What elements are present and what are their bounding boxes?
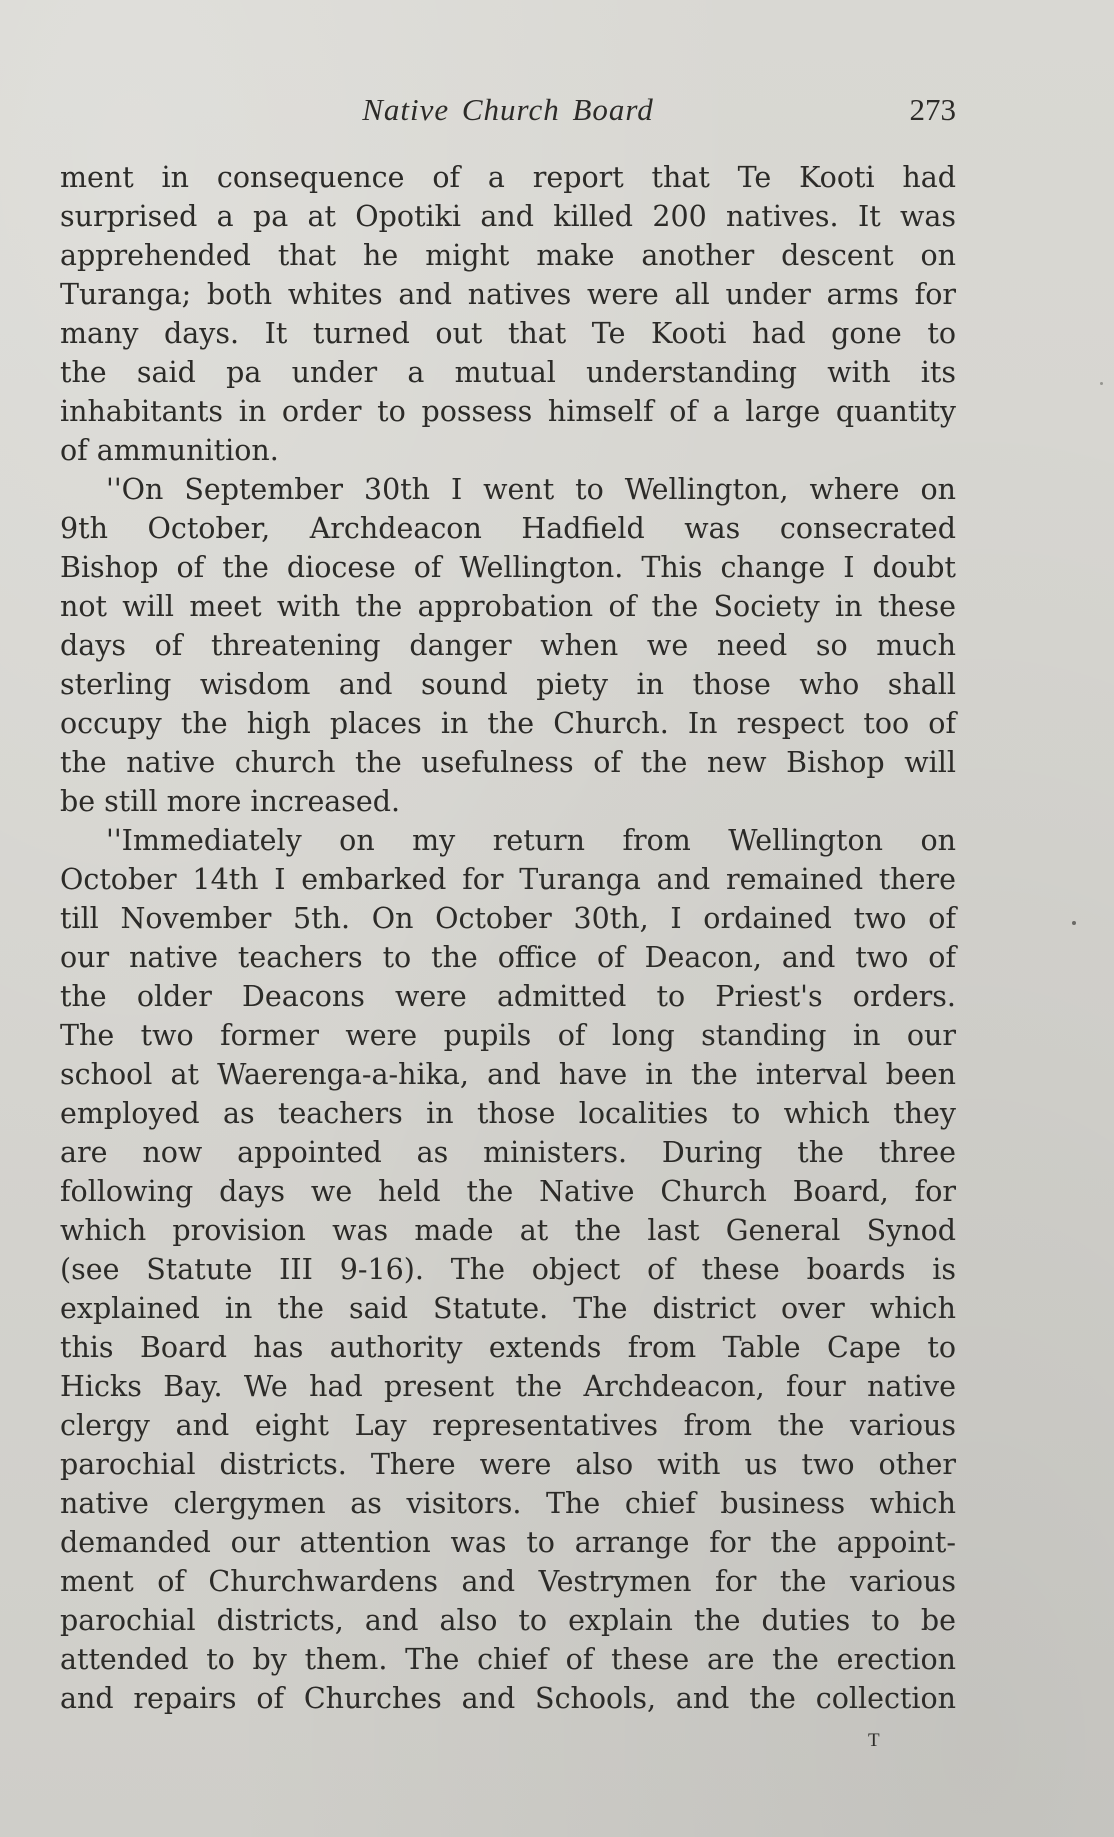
paragraph-start-line: ''On September 30th I went to Wellington, where on xyxy=(106,473,956,506)
body-text xyxy=(60,158,956,1718)
text-line: days of threatening danger when we need so much xyxy=(60,629,956,662)
text-line: following days we held the Native Church Board, for xyxy=(60,1175,956,1208)
text-line: the said pa under a mutual understanding with its xyxy=(60,356,956,389)
text-line: parochial districts. There were also with us two other xyxy=(60,1448,956,1481)
text-line: (see Statute III 9-16). The object of these boards is xyxy=(60,1253,956,1286)
paper-speck xyxy=(1072,921,1076,925)
text-line: apprehended that he might make another descent on xyxy=(60,239,956,272)
text-line: sterling wisdom and sound piety in those who shall xyxy=(60,668,956,701)
text-line: this Board has authority extends from Table Cape to xyxy=(60,1331,956,1364)
paragraph-end-line: of ammunition. xyxy=(60,434,279,467)
text-line: Hicks Bay. We had present the Archdeacon, four native xyxy=(60,1370,956,1403)
paper-speck xyxy=(1100,382,1103,385)
text-line: The two former were pupils of long standing in our xyxy=(60,1019,956,1052)
text-line: parochial districts, and also to explain the duties to be xyxy=(60,1604,956,1637)
paragraph-start-line: ''Immediately on my return from Wellington on xyxy=(106,824,956,857)
page-number: 273 xyxy=(909,92,956,127)
text-line: 9th October, Archdeacon Hadfield was consecrated xyxy=(60,512,956,545)
running-title: Native Church Board xyxy=(362,92,654,127)
text-line: employed as teachers in those localities to which they xyxy=(60,1097,956,1130)
text-line: October 14th I embarked for Turanga and remained there xyxy=(60,863,956,896)
text-line: inhabitants in order to possess himself of a large quantity xyxy=(60,395,956,428)
text-line: many days. It turned out that Te Kooti had gone to xyxy=(60,317,956,350)
text-line: attended to by them. The chief of these are the erection xyxy=(60,1643,956,1676)
paragraph-end-line: be still more increased. xyxy=(60,785,401,818)
text-line: till November 5th. On October 30th, I ordained two of xyxy=(60,902,956,935)
text-line: demanded our attention was to arrange for the appoint- xyxy=(60,1526,956,1559)
text-line: the native church the usefulness of the new Bishop will xyxy=(60,746,956,779)
text-line: explained in the said Statute. The district over which xyxy=(60,1292,956,1325)
text-line: ment of Churchwardens and Vestrymen for the various xyxy=(60,1565,956,1598)
running-head xyxy=(60,92,956,136)
signature-mark: T xyxy=(868,1730,881,1751)
text-line: clergy and eight Lay representatives from the various xyxy=(60,1409,956,1442)
text-line: the older Deacons were admitted to Priest's orders. xyxy=(60,980,956,1013)
text-line: ment in consequence of a report that Te Kooti had xyxy=(60,161,956,194)
text-line: native clergymen as visitors. The chief business which xyxy=(60,1487,956,1520)
text-line: surprised a pa at Opotiki and killed 200 natives. It was xyxy=(60,200,956,233)
text-line: Turanga; both whites and natives were all under arms for xyxy=(60,278,956,311)
text-line: and repairs of Churches and Schools, and the collection xyxy=(60,1682,956,1715)
text-line: school at Waerenga-a-hika, and have in the interval been xyxy=(60,1058,956,1091)
text-line: are now appointed as ministers. During the three xyxy=(60,1136,956,1169)
text-line: not will meet with the approbation of the Society in these xyxy=(60,590,956,623)
text-line: occupy the high places in the Church. In respect too of xyxy=(60,707,956,740)
text-line: which provision was made at the last General Synod xyxy=(60,1214,956,1247)
text-line: Bishop of the diocese of Wellington. This change I doubt xyxy=(60,551,956,584)
text-line: our native teachers to the office of Deacon, and two of xyxy=(60,941,956,974)
